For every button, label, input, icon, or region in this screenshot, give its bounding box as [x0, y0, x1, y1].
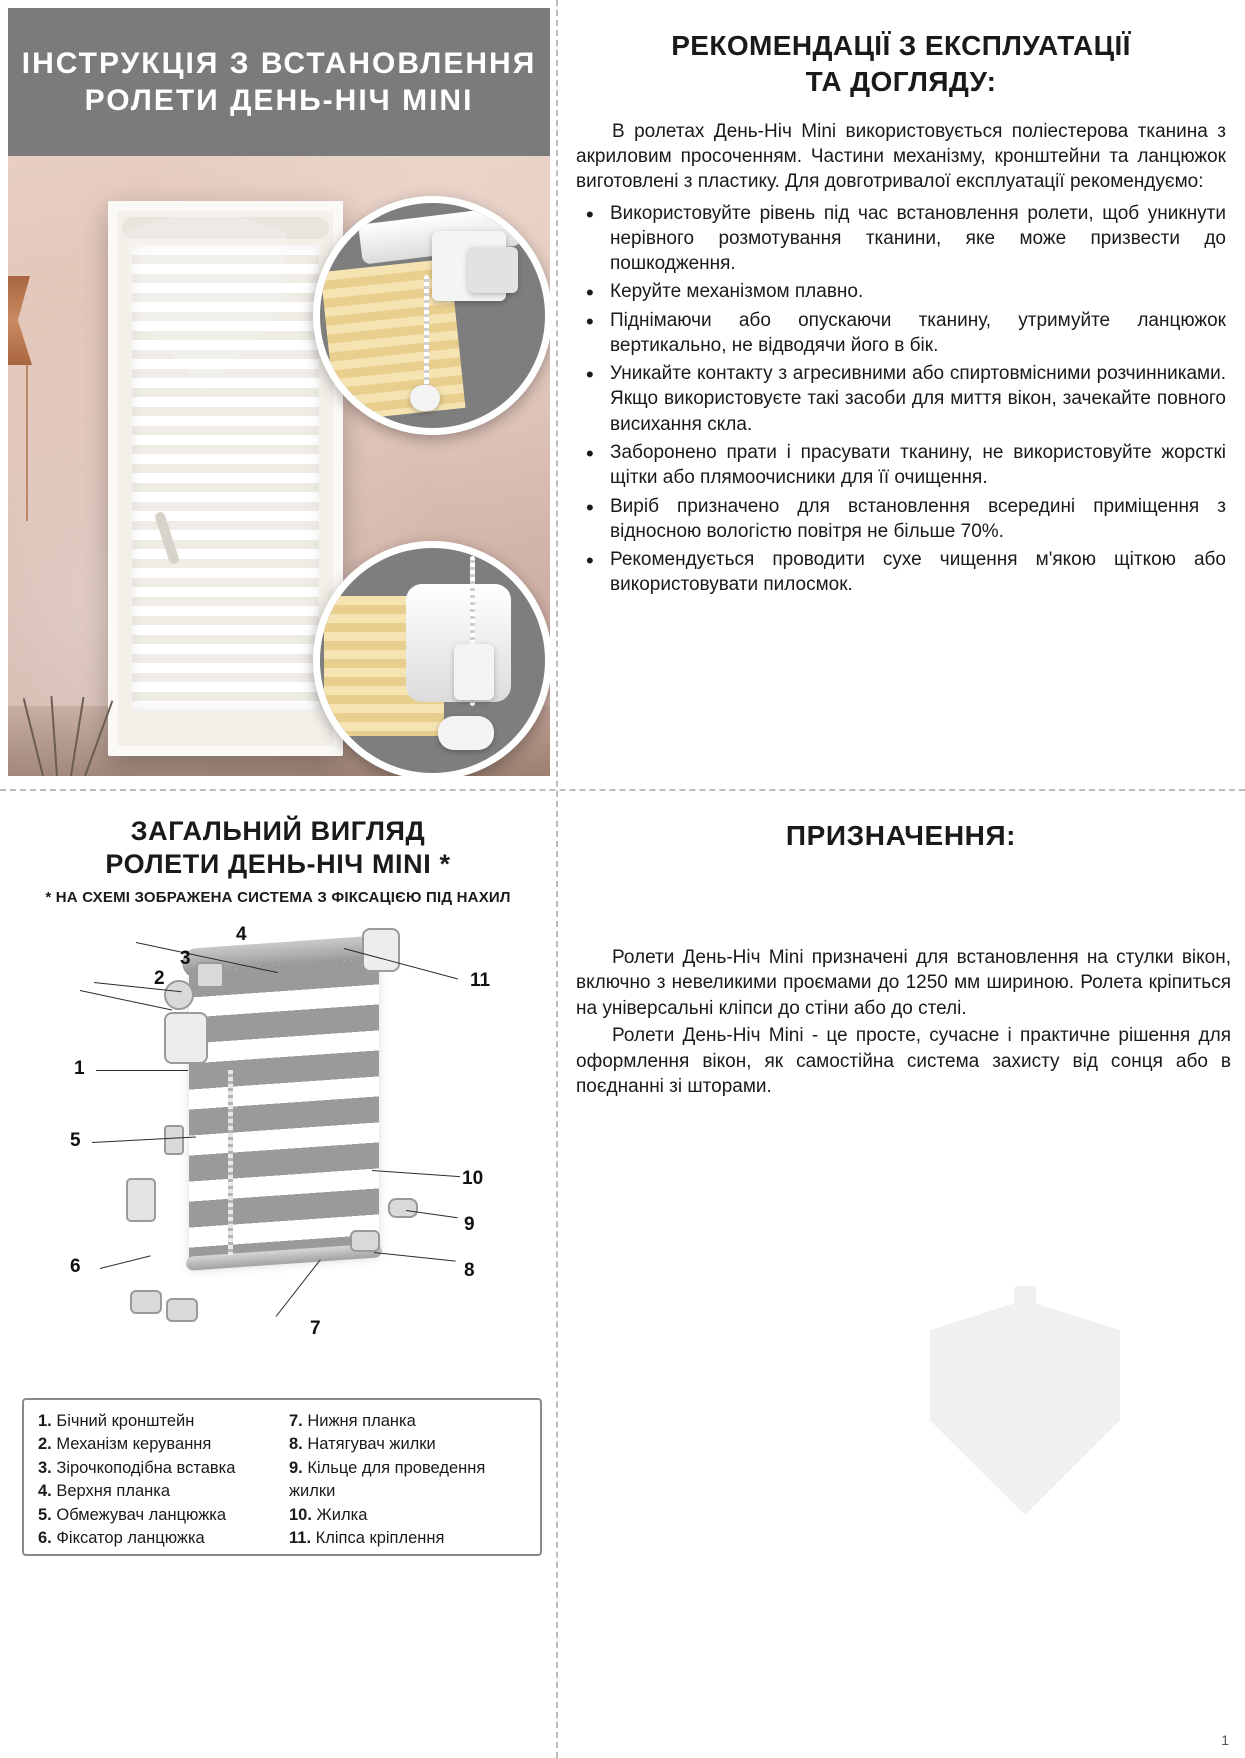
- parts-legend: [22, 1398, 542, 1556]
- installation-header: [8, 8, 550, 156]
- diagram-number-9: 9: [464, 1214, 475, 1235]
- legend-item: [38, 1504, 275, 1527]
- leader-line-1: [96, 1070, 188, 1071]
- recommendation-item: • Виріб призначено для встановлення всередині приміщення з відносною вологістю повітря не більше 70%.: [576, 494, 1226, 545]
- legend-item-label: Кільце для проведення жилки: [289, 1458, 486, 1501]
- recommendations-block: [576, 28, 1226, 601]
- legend-item-label: Обмежувач ланцюжка: [56, 1505, 227, 1524]
- diagram-line-ring: [388, 1198, 418, 1218]
- diagram-number-10: 10: [462, 1168, 484, 1189]
- diagram-fixer-foot-right: [166, 1298, 198, 1322]
- legend-item: [38, 1410, 275, 1433]
- diagram-clip-right: [362, 928, 400, 972]
- diagram-number-5: 5: [70, 1130, 81, 1151]
- legend-item-number: 4.: [38, 1482, 52, 1501]
- diagram-number-6: 6: [70, 1256, 81, 1277]
- diagram-chain-fixer: [126, 1178, 156, 1222]
- decorative-plant: [22, 666, 142, 776]
- recommendations-intro: В ролетах День-Ніч Mini використовується поліестерова тканина з акриловим просоченням. Частини механізму, кронштейни та ланцюжок виготовлені з пластику. Для довготривалої експлуатації рекомендуємо:: [576, 120, 1226, 193]
- legend-item-number: 3.: [38, 1458, 52, 1477]
- watermark-shield-photo: [126, 206, 286, 391]
- legend-item-label: Верхня планка: [56, 1482, 171, 1501]
- legend-item: [38, 1457, 275, 1480]
- photo-callout-chain-fixer: [313, 541, 550, 776]
- legend-column-left: [38, 1410, 275, 1548]
- legend-item-number: 9.: [289, 1458, 303, 1477]
- diagram-number-1: 1: [74, 1058, 85, 1079]
- recommendations-list: [576, 201, 1226, 598]
- diagram-line-tensioner: [350, 1230, 380, 1252]
- installation-photo: [8, 156, 550, 776]
- recommendation-item: • Керуйте механізмом плавно.: [576, 279, 1226, 304]
- legend-item-label: Жилка: [316, 1505, 368, 1524]
- diagram-chain: [228, 1070, 233, 1255]
- diagram-number-2: 2: [154, 968, 165, 989]
- diagram-side-bracket-left: [164, 1012, 208, 1064]
- installation-header-line1: ІНСТРУКЦІЯ З ВСТАНОВЛЕННЯ: [21, 46, 537, 80]
- diagram-number-11: 11: [470, 970, 491, 991]
- diagram-chain-limiter: [164, 1125, 184, 1155]
- recommendation-item: • Піднімаючи або опускаючи тканину, утримуйте ланцюжок вертикально, не відводячи його в бік.: [576, 308, 1226, 359]
- legend-item: [289, 1457, 526, 1504]
- recommendation-item: • Уникайте контакту з агресивними або спиртовмісними розчинниками. Якщо використовуєте такі засоби для миття вікон, зачекайте повного висихання скла.: [576, 361, 1226, 437]
- legend-item-number: 10.: [289, 1505, 312, 1524]
- legend-item-label: Зірочкоподібна вставка: [56, 1458, 236, 1477]
- purpose-title: ПРИЗНАЧЕННЯ:: [785, 820, 1017, 851]
- overview-title-line1: ЗАГАЛЬНИЙ ВИГЛЯД: [130, 816, 426, 846]
- legend-item-label: Бічний кронштейн: [56, 1412, 195, 1430]
- recommendation-item: • Використовуйте рівень під час встановлення ролети, щоб уникнути нерівного розмотування тканини, яке може призвести до пошкодження.: [576, 201, 1226, 277]
- recommendations-title-line1: РЕКОМЕНДАЦІЇ З ЕКСПЛУАТАЦІЇ: [671, 30, 1131, 61]
- installation-header-line2: РОЛЕТИ ДЕНЬ-НІЧ MINI: [84, 84, 474, 117]
- diagram-fabric: [189, 958, 379, 1266]
- legend-item-number: 11.: [289, 1529, 312, 1548]
- recommendations-title-line2: ТА ДОГЛЯДУ:: [805, 66, 997, 98]
- watermark-shield-bottom: [930, 1300, 1120, 1515]
- legend-item-label: Фіксатор ланцюжка: [56, 1529, 205, 1548]
- legend-item: [38, 1527, 275, 1550]
- overview-subtitle: * НА СХЕМІ ЗОБРАЖЕНА СИСТЕМА З ФІКСАЦІЄЮ ПІД НАХИЛ: [45, 888, 511, 906]
- legend-item: [38, 1433, 275, 1456]
- diagram-number-3: 3: [180, 948, 191, 969]
- legend-item-label: Кліпса кріплення: [315, 1529, 445, 1548]
- product-diagram: [14, 920, 544, 1380]
- wall-lamp-cord: [26, 356, 28, 521]
- diagram-number-8: 8: [464, 1260, 475, 1281]
- diagram-star-insert: [164, 980, 194, 1010]
- recommendations-title: [576, 28, 1226, 101]
- diagram-fixer-foot-left: [130, 1290, 162, 1314]
- purpose-paragraph: Ролети День-Ніч Mini призначені для встановлення на стулки вікон, включно з невеликими проємами до 1250 мм шириною. Ролета кріпиться на універсальні кліпси до стіни або до стелі.: [576, 947, 1231, 1019]
- leader-line-8: [374, 1252, 456, 1262]
- leader-line-10: [372, 1170, 460, 1177]
- legend-item-number: 8.: [289, 1435, 303, 1454]
- legend-item-number: 5.: [38, 1505, 52, 1524]
- legend-item-number: 2.: [38, 1435, 52, 1454]
- overview-title-line2: РОЛЕТИ ДЕНЬ-НІЧ MINI *: [105, 848, 451, 879]
- legend-item-label: Нижня планка: [307, 1412, 416, 1430]
- legend-item: [289, 1504, 526, 1527]
- leader-line-6: [100, 1255, 151, 1269]
- leader-line-2: [80, 990, 172, 1011]
- page-number: 1: [1221, 1732, 1229, 1748]
- legend-item-label: Механізм керування: [56, 1435, 212, 1454]
- recommendation-item: • Заборонено прати і прасувати тканину, не використовуйте жорсткі щітки або плямоочисники для її очищення.: [576, 440, 1226, 491]
- vertical-separator: [556, 0, 558, 1758]
- legend-item-number: 6.: [38, 1529, 52, 1548]
- diagram-number-4: 4: [236, 924, 247, 945]
- legend-item: [38, 1480, 275, 1503]
- diagram-control-mechanism: [196, 962, 224, 988]
- legend-item-number: 7.: [289, 1412, 303, 1430]
- legend-column-right: [289, 1410, 526, 1548]
- legend-item: [289, 1410, 526, 1433]
- horizontal-separator: [0, 789, 1245, 791]
- legend-item-label: Натягувач жилки: [307, 1435, 436, 1454]
- purpose-text: [576, 945, 1231, 1102]
- legend-item: [289, 1433, 526, 1456]
- overview-title: [8, 815, 548, 906]
- recommendation-item: • Рекомендується проводити сухе чищення м'якою щіткою або використовувати пилосмок.: [576, 547, 1226, 598]
- diagram-number-7: 7: [310, 1318, 321, 1339]
- legend-item-number: 1.: [38, 1412, 52, 1430]
- leader-line-7: [276, 1259, 321, 1316]
- legend-item: [289, 1527, 526, 1550]
- purpose-paragraph: Ролети День-Ніч Mini - це просте, сучасне і практичне рішення для оформлення вікон, як самостійна система захисту від сонця або в поєднанні зі шторами.: [576, 1025, 1231, 1098]
- photo-callout-mechanism: [313, 196, 550, 435]
